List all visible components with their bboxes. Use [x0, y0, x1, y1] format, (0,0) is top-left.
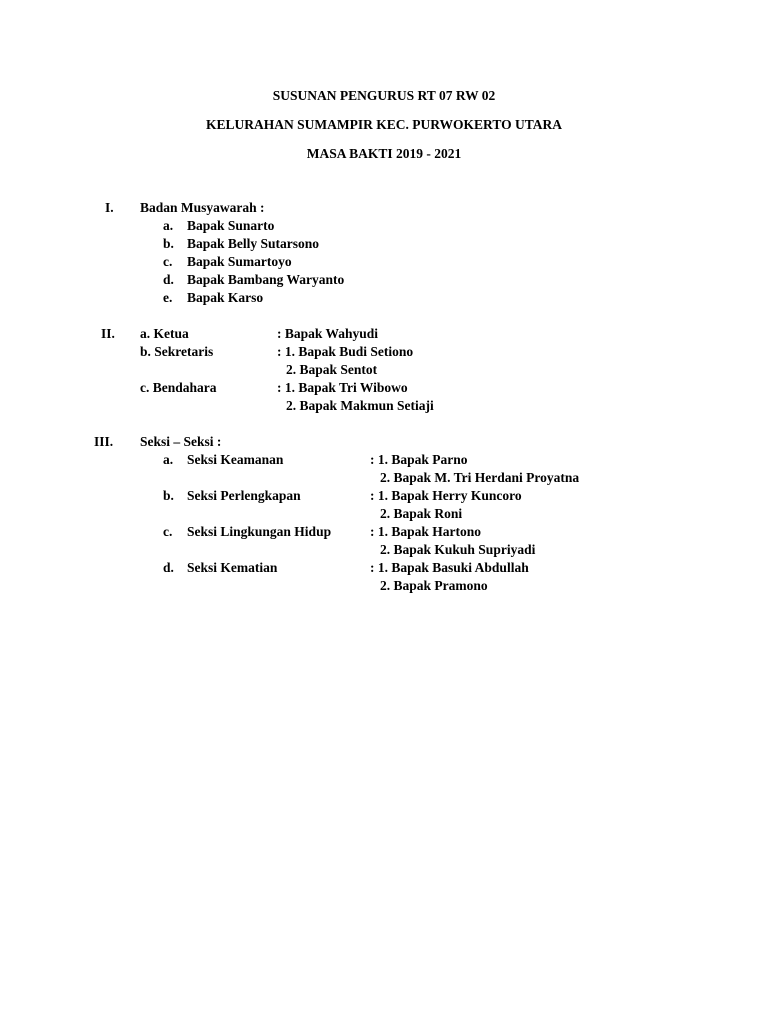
seksi-value-1: : 1. Bapak Parno	[370, 452, 468, 467]
seksi-value-2: 2. Bapak Roni	[380, 506, 463, 521]
document-subtitle: KELURAHAN SUMAMPIR KEC. PURWOKERTO UTARA	[206, 117, 562, 132]
seksi-value-2: 2. Bapak M. Tri Herdani Proyatna	[380, 470, 580, 485]
list-item-letter: d.	[163, 272, 174, 287]
seksi-letter: d.	[163, 560, 174, 575]
bendahara-label: c. Bendahara	[140, 380, 217, 395]
seksi-letter: c.	[163, 524, 173, 539]
section-1-numeral: I.	[105, 200, 114, 215]
sekretaris-label: b. Sekretaris	[140, 344, 214, 359]
list-item-name: Bapak Bambang Waryanto	[187, 272, 345, 287]
document-title: SUSUNAN PENGURUS RT 07 RW 02	[272, 88, 496, 103]
list-item-letter: e.	[163, 290, 173, 305]
list-item-name: Bapak Belly Sutarsono	[187, 236, 320, 251]
list-item-name: Bapak Sumartoyo	[187, 254, 292, 269]
sekretaris-value-2: 2. Bapak Sentot	[286, 362, 378, 377]
section-3-title: Seksi – Seksi :	[140, 434, 222, 449]
section-2-numeral: II.	[101, 326, 115, 341]
seksi-value-1: : 1. Bapak Basuki Abdullah	[370, 560, 529, 575]
list-item-name: Bapak Sunarto	[187, 218, 275, 233]
section-3-numeral: III.	[94, 434, 114, 449]
seksi-label: Seksi Keamanan	[187, 452, 284, 467]
seksi-label: Seksi Lingkungan Hidup	[187, 524, 332, 539]
ketua-value: : Bapak Wahyudi	[277, 326, 379, 341]
seksi-label: Seksi Perlengkapan	[187, 488, 301, 503]
seksi-label: Seksi Kematian	[187, 560, 278, 575]
list-item-name: Bapak Karso	[187, 290, 264, 305]
seksi-value-2: 2. Bapak Kukuh Supriyadi	[380, 542, 536, 557]
seksi-value-1: : 1. Bapak Herry Kuncoro	[370, 488, 522, 503]
list-item-letter: a.	[163, 218, 174, 233]
bendahara-value-2: 2. Bapak Makmun Setiaji	[286, 398, 434, 413]
document-period: MASA BAKTI 2019 - 2021	[306, 146, 462, 161]
section-1-title: Badan Musyawarah :	[140, 200, 265, 215]
seksi-letter: b.	[163, 488, 174, 503]
list-item-letter: b.	[163, 236, 174, 251]
seksi-value-2: 2. Bapak Pramono	[380, 578, 488, 593]
ketua-label: a. Ketua	[140, 326, 189, 341]
seksi-value-1: : 1. Bapak Hartono	[370, 524, 482, 539]
list-item-letter: c.	[163, 254, 173, 269]
bendahara-value-1: : 1. Bapak Tri Wibowo	[277, 380, 408, 395]
sekretaris-value-1: : 1. Bapak Budi Setiono	[277, 344, 414, 359]
seksi-letter: a.	[163, 452, 174, 467]
